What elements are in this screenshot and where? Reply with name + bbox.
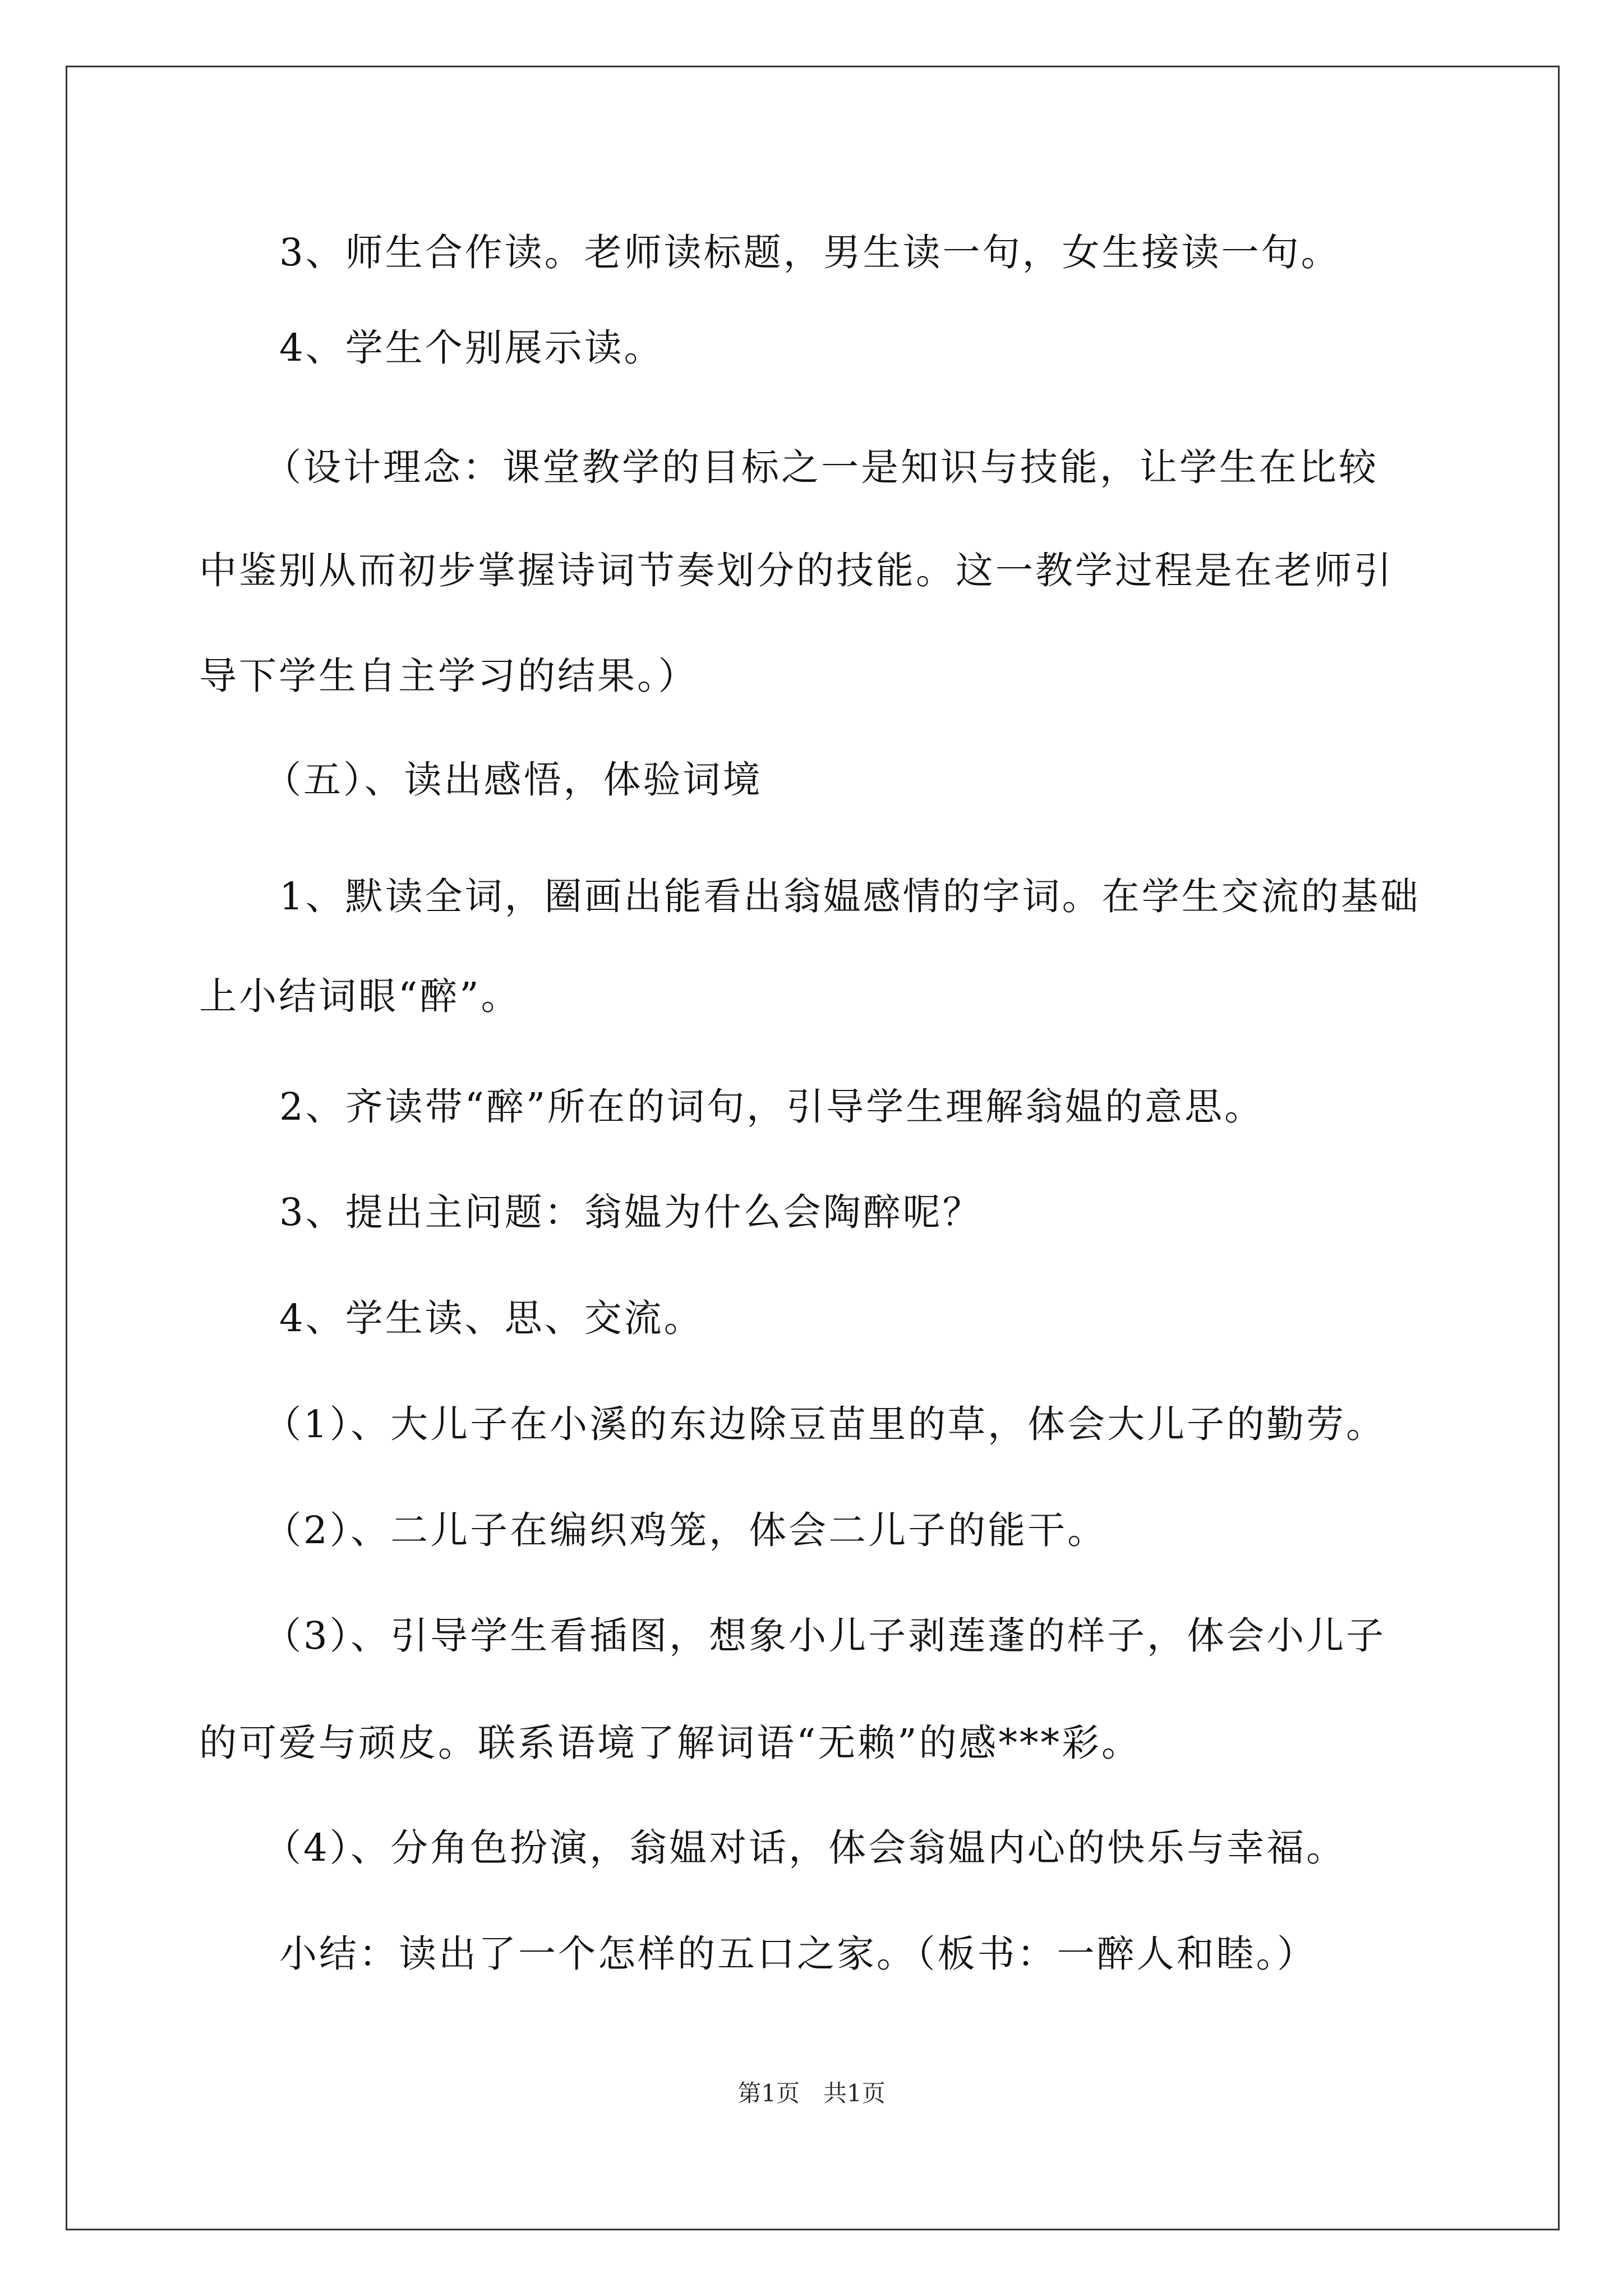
paragraph-line-2: 4、学生个别展示读。	[279, 326, 664, 370]
paragraph-line-1: 3、师生合作读。老师读标题，男生读一句，女生接读一句。	[279, 231, 1341, 274]
paragraph-line-16: （4）、分角色扮演，翁媪对话，体会翁媪内心的快乐与幸福。	[264, 1826, 1347, 1870]
paragraph-line-9: 2、齐读带“醉”所在的词句，引导学生理解翁媪的意思。	[279, 1085, 1265, 1129]
page-footer: 第1页 共1页	[737, 2079, 886, 2107]
paragraph-line-10: 3、提出主问题：翁媪为什么会陶醉呢？	[279, 1190, 983, 1234]
paragraph-line-5: 导下学生自主学习的结果。）	[199, 654, 698, 698]
paragraph-line-4: 中鉴别从而初步掌握诗词节奏划分的技能。这一教学过程是在老师引	[199, 549, 1394, 592]
paragraph-line-7: 1、默读全词，圈画出能看出翁媪感情的字词。在学生交流的基础	[279, 875, 1421, 918]
paragraph-line-17: 小结：读出了一个怎样的五口之家。（板书：一醉人和睦。）	[279, 1932, 1317, 1976]
page-border	[66, 66, 1560, 2230]
paragraph-line-3: （设计理念：课堂教学的目标之一是知识与技能，让学生在比较	[264, 445, 1378, 489]
paragraph-line-15: 的可爱与顽皮。联系语境了解词语“无赖”的感***彩。	[199, 1721, 1142, 1765]
paragraph-line-11: 4、学生读、思、交流。	[279, 1296, 704, 1340]
paragraph-line-12: （1）、大儿子在小溪的东边除豆苗里的草，体会大儿子的勤劳。	[264, 1402, 1386, 1446]
paragraph-line-8: 上小结词眼“醉”。	[199, 974, 521, 1018]
section-heading: （五）、读出感悟，体验词境	[264, 758, 763, 802]
paragraph-line-13: （2）、二儿子在编织鸡笼，体会二儿子的能干。	[264, 1508, 1108, 1552]
paragraph-line-14: （3）、引导学生看插图，想象小儿子剥莲蓬的样子，体会小儿子	[264, 1614, 1386, 1658]
